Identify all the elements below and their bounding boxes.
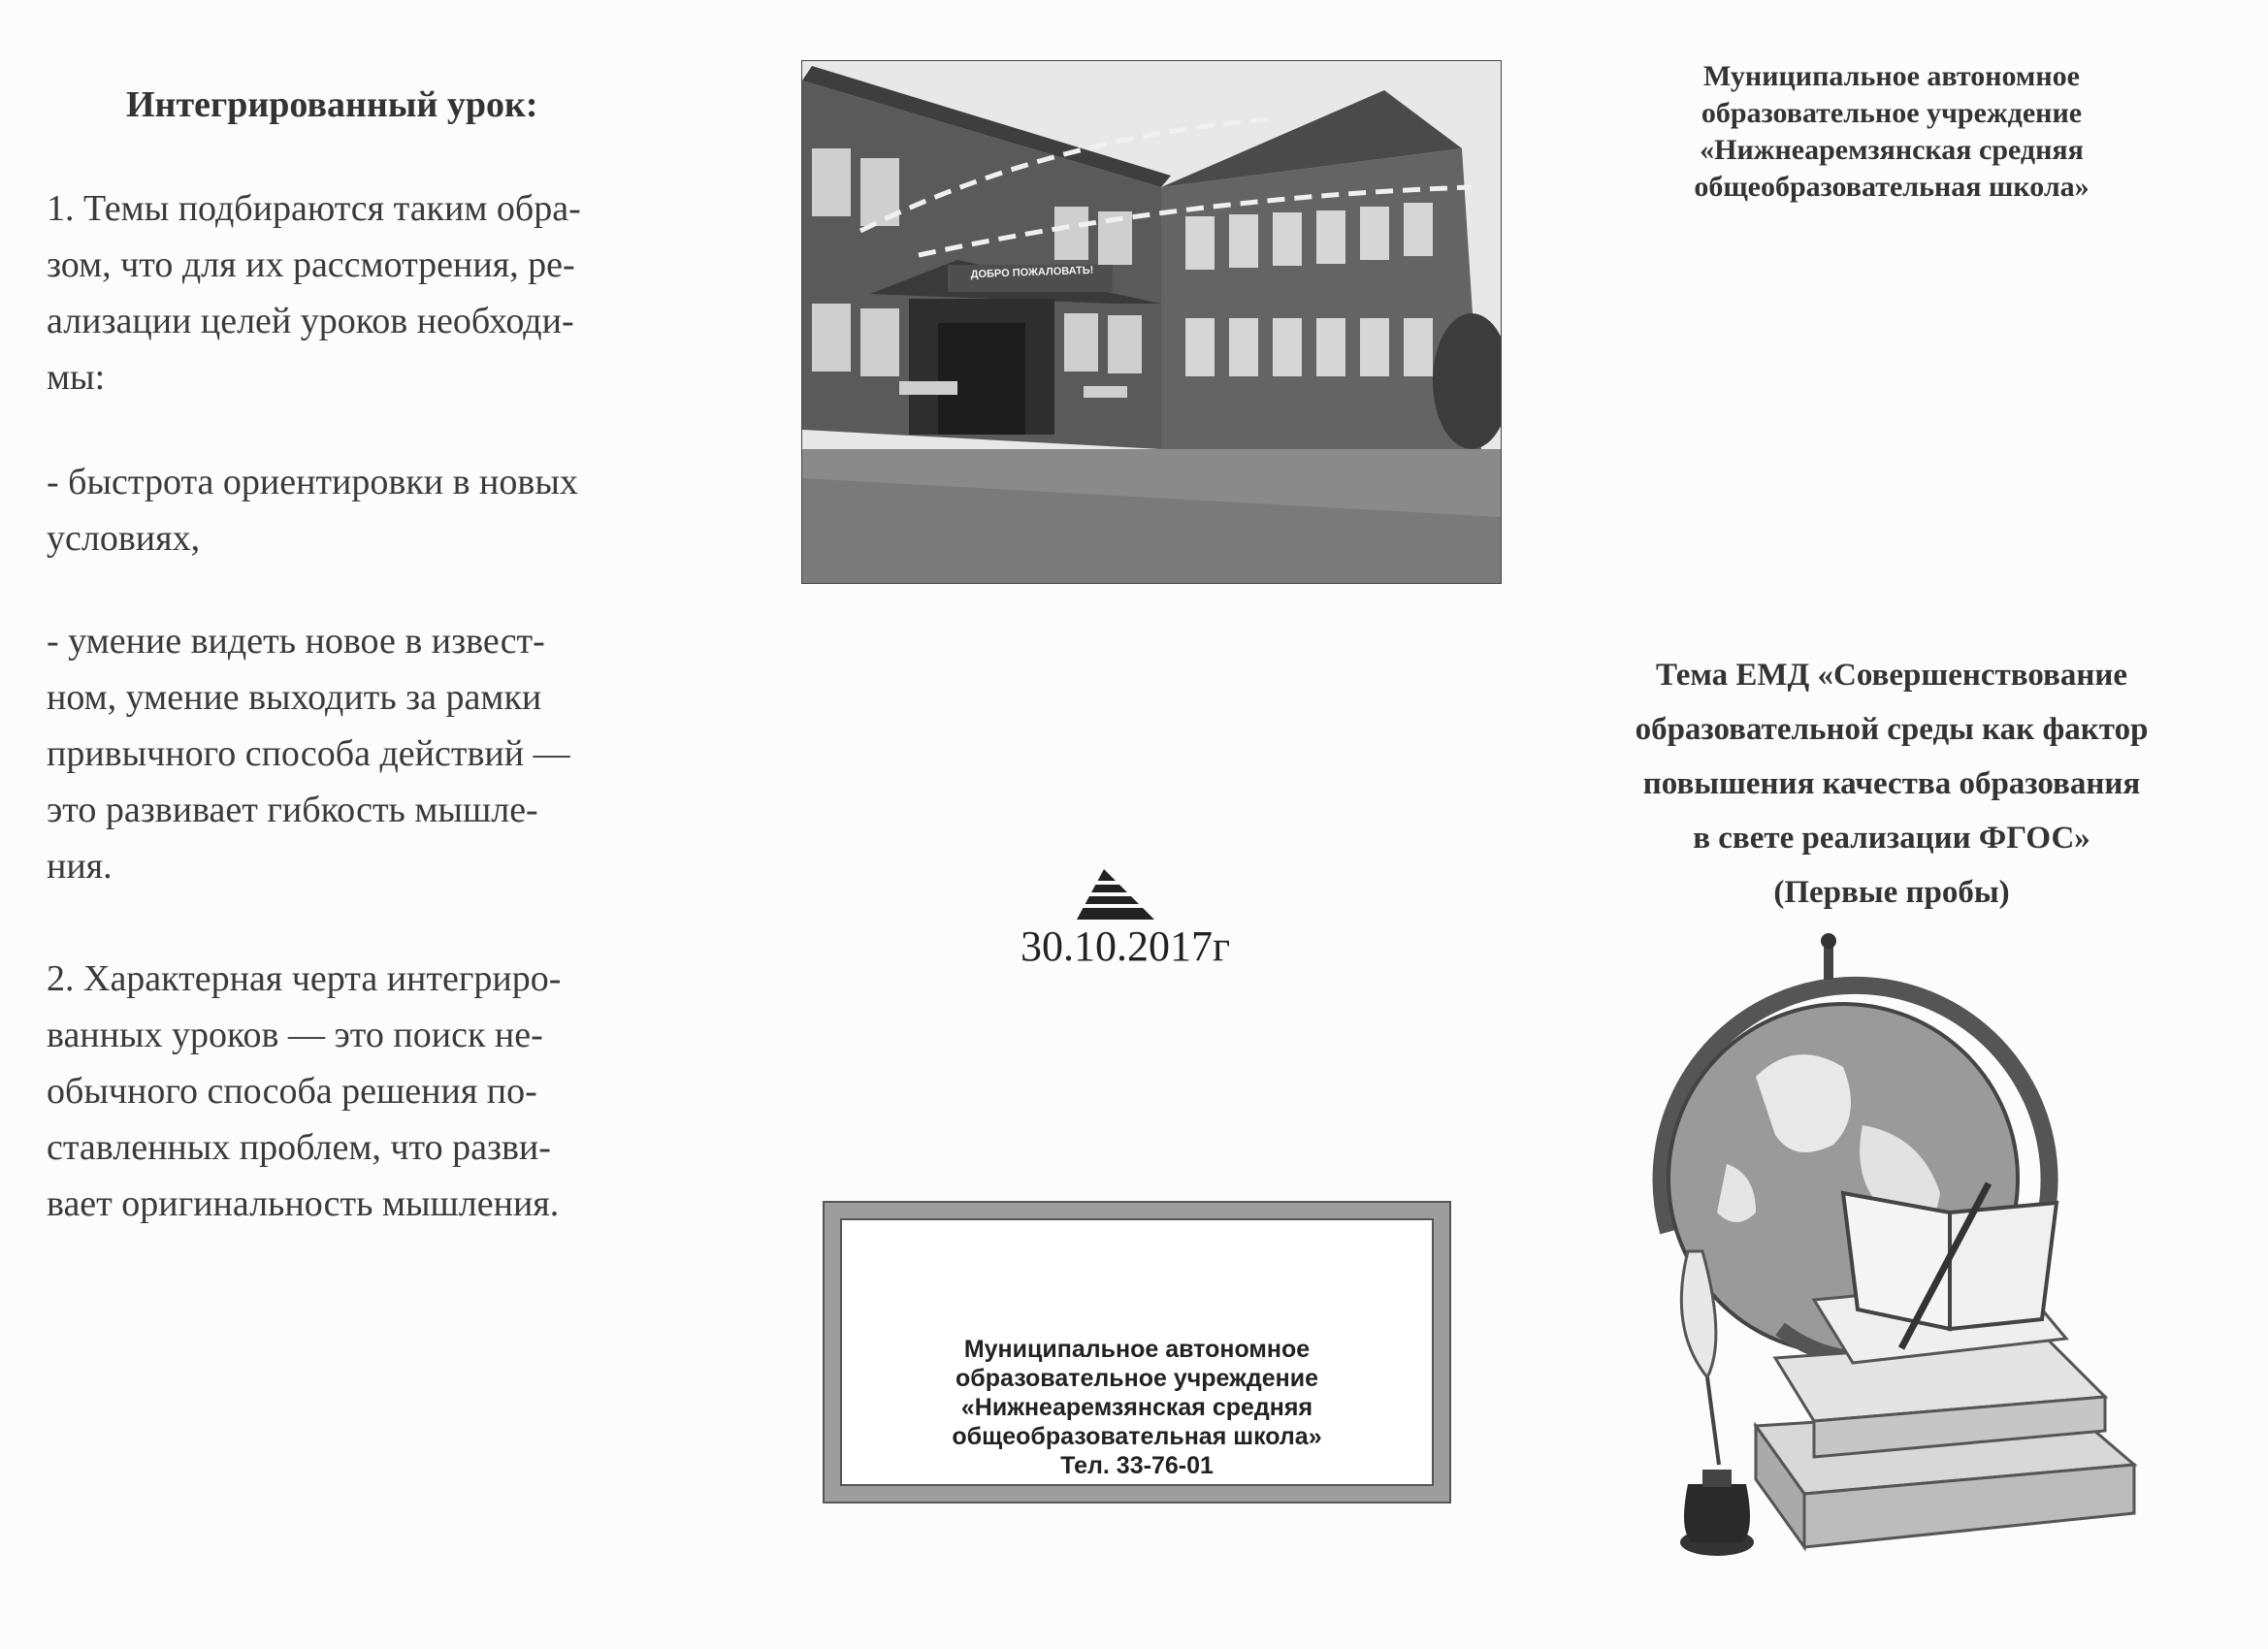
pyramid-logo-icon	[1077, 869, 1154, 923]
text-line: зом, что для их рассмотрения, ре-	[47, 244, 575, 285]
contact-text	[842, 1335, 1432, 1480]
text-line: в свете реализации ФГОС»	[1693, 821, 2090, 856]
text-line: общеобразовательная школа»	[1694, 171, 2090, 203]
institution-name	[1571, 58, 2212, 206]
school-building-image	[802, 61, 1501, 583]
welcome-sign: ДОБРО ПОЖАЛОВАТЬ!	[970, 264, 1094, 281]
school-building-photo	[801, 60, 1502, 584]
text-line: привычного способа действий —	[47, 733, 570, 774]
paragraph-4	[47, 951, 706, 1232]
paragraph-1	[47, 180, 706, 405]
text-line: Муниципальное автономное	[1703, 60, 2080, 92]
text-line: общеобразовательная школа»	[952, 1423, 1322, 1450]
event-date: 30.10.2017г	[1020, 922, 1231, 970]
text-line: мы:	[47, 357, 106, 398]
text-line: ния.	[47, 846, 113, 887]
text-line: - умение видеть новое в извест-	[47, 621, 545, 662]
contact-frame	[823, 1201, 1451, 1504]
text-line: обычного способа решения по-	[47, 1071, 537, 1112]
paragraph-3	[47, 613, 706, 894]
text-line: 1. Темы подбираются таким обра-	[47, 188, 581, 229]
text-line: вает оригинальность мышления.	[47, 1183, 560, 1224]
text-line: Тема ЕМД «Совершенствование	[1656, 658, 2127, 693]
text-line: образовательной среды как фактор	[1635, 712, 2149, 747]
text-line: это развивает гибкость мышле-	[47, 790, 538, 830]
globe-books-clipart-icon	[1610, 922, 2154, 1591]
text-line: ванных уроков — это поиск не-	[47, 1015, 543, 1055]
theme-title	[1533, 648, 2251, 920]
text-line: образовательное учреждение	[956, 1365, 1318, 1392]
contact-frame-inner	[840, 1218, 1434, 1486]
text-line: ализации целей уроков необходи-	[47, 301, 574, 341]
text-line: Муниципальное автономное	[963, 1336, 1311, 1363]
right-panel	[1513, 0, 2268, 1649]
text-line: ставленных проблем, что разви-	[47, 1127, 551, 1168]
text-line: «Нижнеаремзянская средняя	[1700, 134, 2084, 166]
text-line: 2. Характерная черта интегриро-	[47, 958, 562, 999]
section-heading: Интегрированный урок:	[126, 84, 538, 125]
left-panel	[0, 0, 747, 1649]
text-line: повышения качества образования	[1642, 766, 2141, 801]
paragraph-2	[47, 454, 706, 566]
middle-panel	[747, 0, 1513, 1649]
text-line: образовательное учреждение	[1701, 97, 2083, 129]
text-line: «Нижнеаремзянская средняя	[960, 1394, 1313, 1421]
text-line: ном, умение выходить за рамки	[47, 677, 542, 718]
phone-line: Тел. 33-76-01	[1060, 1452, 1214, 1479]
text-line: - быстрота ориентировки в новых	[47, 462, 578, 502]
text-line: (Первые пробы)	[1773, 875, 2010, 910]
text-line: условиях,	[47, 518, 201, 559]
